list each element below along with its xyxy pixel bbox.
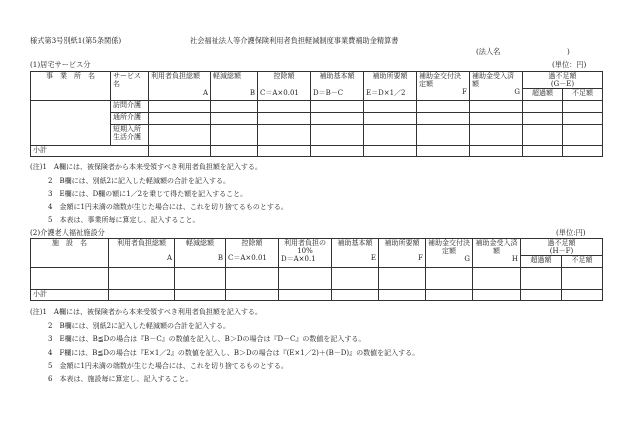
header-facility: 施 設 名 [31,239,109,268]
office-name-cell [31,101,111,146]
header-required: 補助所要額 E＝D×1／2 [364,72,417,101]
header-burden-total: 利用者負担総額 A [149,72,211,101]
header-basic: 補助基本額 D＝B－C [311,72,364,101]
form-number: 様式第3号別紙1(第5条関係) [30,36,122,45]
section2-title: (2)介護老人福祉施設分 [30,228,105,237]
service-cell: 通所介護 [111,113,149,125]
header-reduction-total: 軽減総額 B [175,239,226,268]
header-tenpct: 利用者負担の10% D＝A×0.1 [279,239,332,268]
section1-note: 5 本表は、事業所毎に算定し、記入すること。 [48,216,200,224]
header-grant-received: 補助金受入済額 H [473,239,521,268]
header-grant-received: 補助金受入済額 G [470,72,523,101]
section2-table [30,238,603,301]
facility-name-cell [31,268,109,290]
header-grant-decided: 補助金交付決定額 F [417,72,470,101]
section2-note: 4 F欄には、B≦Dの場合は『E×1／2』の数値を記入し、B＞Dの場合は『(E×1／2)＋(B－D)』の数値を記入する。 [48,349,420,357]
section1-title: (1)居宅サービス分 [30,60,91,69]
section1-note: (注)1 A欄には、被保険者から本来受領すべき利用者負担額を記入する。 [30,163,262,171]
section1-note: 2 B欄には、別紙2に記入した軽減額の合計を記入する。 [48,177,231,185]
header-excess: 超過額 [523,89,563,101]
header-shortfall: 過不足額 (H－F) [521,239,603,256]
page-title: 社会福祉法人等介護保険利用者負担軽減制度事業費補助金精算書 [190,36,399,45]
subtotal-row-label: 小計 [31,146,149,157]
section2-note: 5 金額に1円未満の端数が生じた場合には、これを切り捨てるものとする。 [48,362,288,370]
header-burden-total: 利用者負担総額 A [109,239,175,268]
section2-unit: (単位:円) [556,228,586,237]
header-required: 補助所要額 F [379,239,426,268]
header-deficit: 不足額 [563,89,603,101]
section2-note: 6 本表は、施設毎に算定し、記入すること。 [48,375,193,383]
header-office: 事 業 所 名 [31,72,111,101]
service-cell: 短期入所生活介護 [111,125,149,146]
section1-note: 4 金額に1円未満の端数が生じた場合には、これを切り捨てるものとする。 [48,203,288,211]
section2-note: 3 E欄には、B≦Dの場合は『B－C』の数値を記入し、B＞Dの場合は『D－C』の数値を記入する。 [48,335,366,343]
corp-name-label: (法人名 [476,47,501,56]
section1-note: 3 E欄には、D欄の額に1／2を乗じて得た額を記入すること。 [48,190,248,198]
section2-note: 2 B欄には、別紙2に記入した軽減額の合計を記入する。 [48,322,231,330]
service-cell: 訪問介護 [111,101,149,113]
section2-note: (注)1 A欄には、被保険者から本来受領すべき利用者負担額を記入する。 [30,308,262,316]
header-excess: 超過額 [521,256,562,268]
header-basic: 補助基本額 E [332,239,379,268]
header-deduction: 控除額 C＝A×0.01 [226,239,279,268]
header-deduction: 控除額 C＝A×0.01 [258,72,311,101]
header-shortfall: 過不足額 (G－E) [523,72,603,89]
corp-name-close: ) [567,47,570,56]
subtotal-row-label: 小計 [31,290,109,301]
header-reduction-total: 軽減総額 B [211,72,258,101]
header-service: サービス名 [111,72,149,101]
header-deficit: 不足額 [562,256,603,268]
header-grant-decided: 補助金交付決定額 G [426,239,473,268]
section1-unit: (単位：円) [552,60,587,69]
section1-table [30,71,603,157]
